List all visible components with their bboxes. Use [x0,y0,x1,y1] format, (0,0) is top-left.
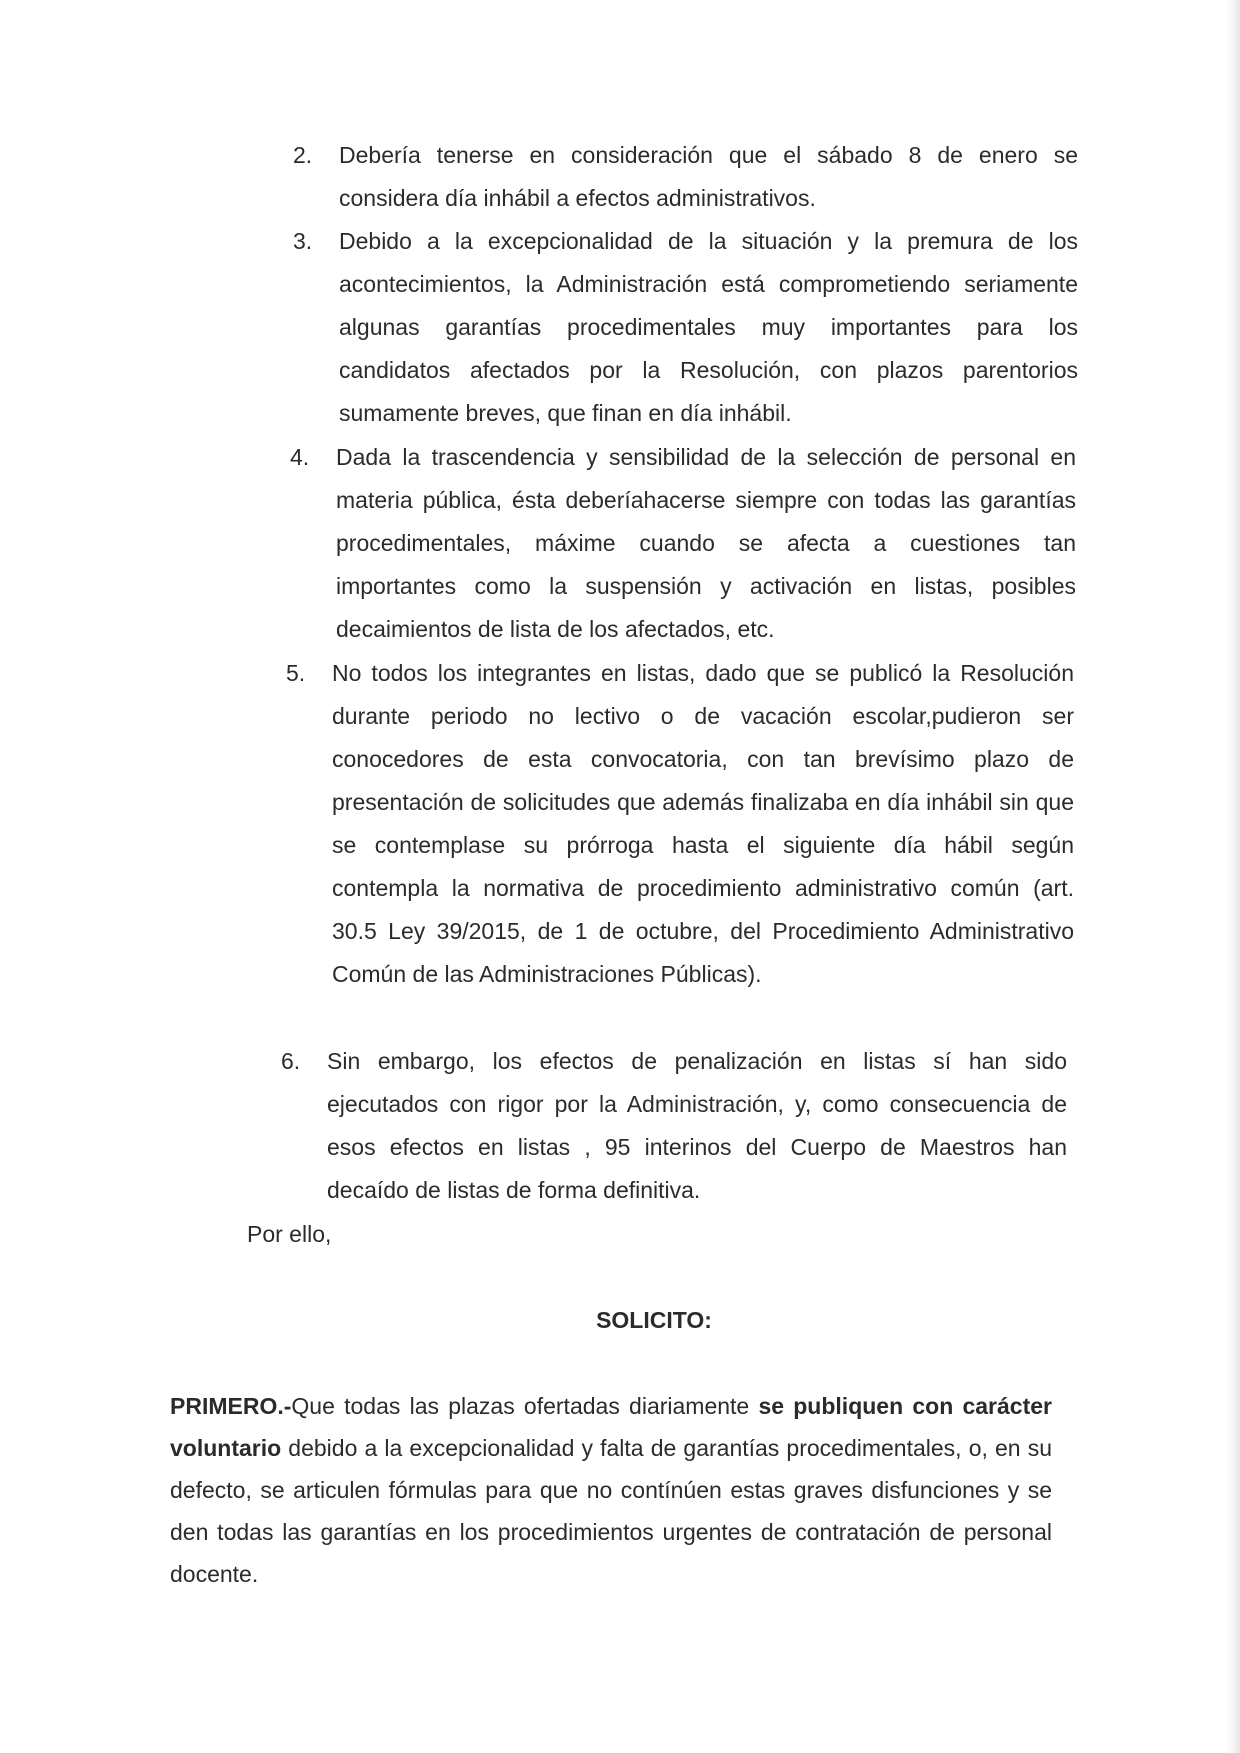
list-item-text: No todos los integrantes en listas, dado que se publicó la Resolución durante periodo no lectivo o de vacación escolar,pudieron ser conocedores de esta convocatoria, con tan brevísimo plazo de presentación de solicitudes que además finalizaba en día inhábil sin que se contemplase su prórroga hasta el siguiente día hábil según contempla la normativa de procedimiento administrativo común (art. 30.5 Ley 39/2015, de 1 de octubre, del Procedimiento Administrativo Común de las Administraciones Públicas). [332,660,1074,987]
list-item-number: 2. [293,142,313,168]
section-heading: SOLICITO: [596,1307,712,1333]
request-emphasis: se publiquen con carácter voluntario [170,1393,1052,1461]
request-text-end: debido a la excepcionalidad y falta de garantías procedimentales, o, en su defecto, se articulen fórmulas para que no contínúen estas graves disfunciones y se den todas las garantías en los procedimientos urgentes de contratación de personal docente. [170,1435,1052,1587]
list-item-number: 4. [290,444,310,470]
list-item-number: 5. [286,660,306,686]
list-item-text: Debido a la excepcionalidad de la situación y la premura de los acontecimientos, la Administración está comprometiendo seriamente algunas garantías procedimentales muy importantes para los candidatos afectados por la Resolución, con plazos parentorios sumamente breves, que finan en día inhábil. [339,228,1078,426]
list-item-number: 6. [281,1048,301,1074]
request-text-start: Que todas las plazas ofertadas diariamente [291,1393,759,1419]
list-item-text: Debería tenerse en consideración que el sábado 8 de enero se considera día inhábil a efectos administrativos. [339,142,1078,211]
list-item-text: Dada la trascendencia y sensibilidad de la selección de personal en materia pública, ésta deberíahacerse siempre con todas las garantías procedimentales, máxime cuando se afecta a cuestiones tan importantes como la suspensión y activación en listas, posibles decaimientos de lista de los afectados, etc. [336,444,1076,642]
list-item [293,134,1078,220]
list-item [286,652,1074,996]
list-item-number: 3. [293,228,313,254]
por-ello-text: Por ello, [247,1221,332,1247]
list-item [290,436,1076,651]
list-item [281,1040,1067,1212]
request-lead: PRIMERO.- [170,1393,292,1419]
page-edge-shadow [1226,0,1240,1753]
list-item-text: Sin embargo, los efectos de penalización en listas sí han sido ejecutados con rigor por la Administración, y, como consecuencia de esos efectos en listas , 95 interinos del Cuerpo de Maestros han decaído de listas de forma definitiva. [327,1048,1067,1203]
list-item [293,220,1078,435]
request-paragraph [170,1385,1052,1595]
